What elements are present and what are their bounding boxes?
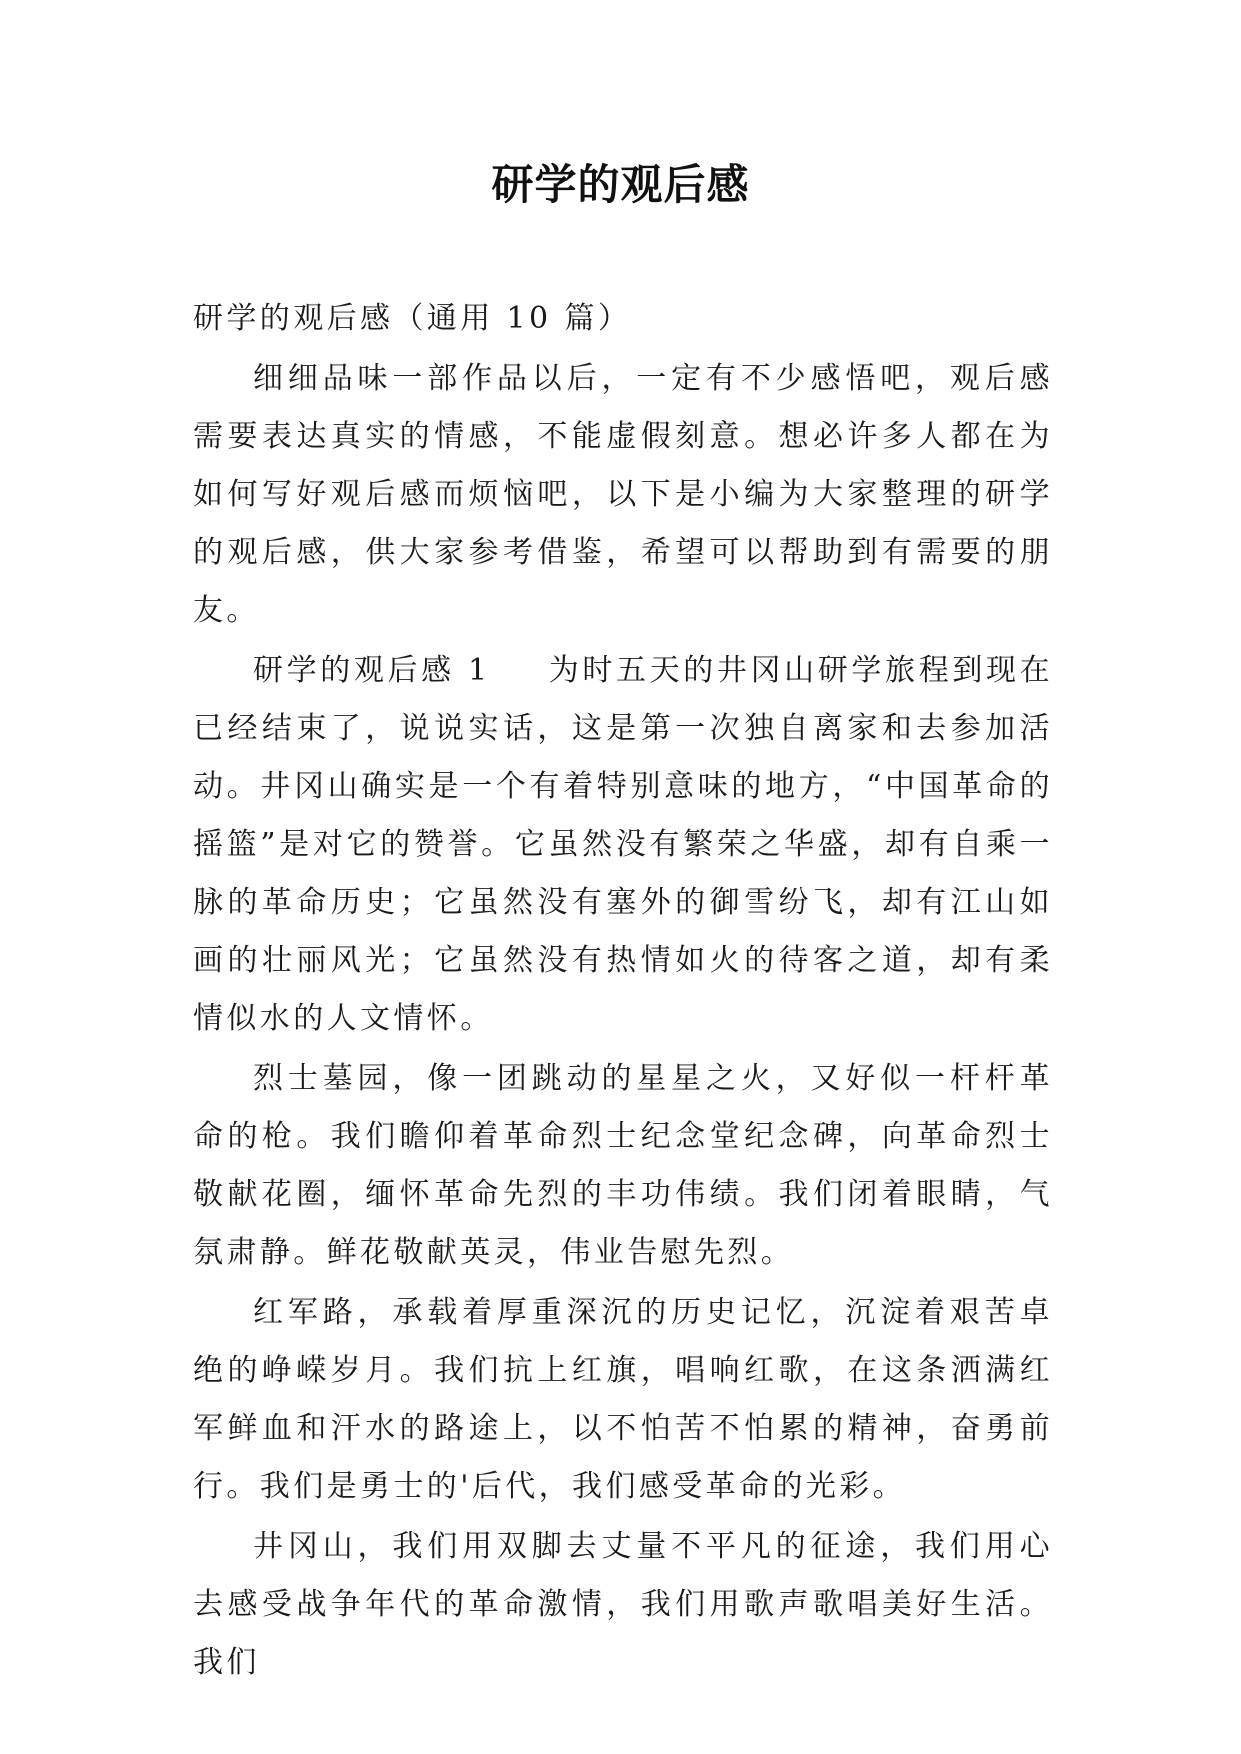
intro-paragraph: 细细品味一部作品以后，一定有不少感悟吧，观后感需要表达真实的情感，不能虚假刻意。想必许多人都在为如何写好观后感而烦恼吧，以下是小编为大家整理的研学的观后感，供大家参考借鉴，希望可以帮助到有需要的朋友。: [193, 361, 1053, 628]
paragraph-martyrs-cemetery: 烈士墓园，像一团跳动的星星之火，又好似一杆杆革命的枪。我们瞻仰着革命烈士纪念堂纪念碑，向革命烈士敬献花圈，缅怀革命先烈的丰功伟绩。我们闭着眼睛，气氛肃静。鲜花敬献英灵，伟业告慰先烈。: [193, 1061, 1053, 1270]
document-title: 研学的观后感: [491, 160, 750, 209]
section-1-paragraph: [193, 642, 1053, 1048]
paragraph-jinggangshan: 井冈山，我们用双脚去丈量不平凡的征途，我们用心去感受战争年代的革命激情，我们用歌声歌唱美好生活。我们: [193, 1529, 1053, 1680]
document-body: [193, 290, 1053, 1692]
section-1-label: 研学的观后感 1: [253, 653, 491, 688]
document-subtitle: 研学的观后感（通用 10 篇）: [193, 301, 632, 336]
section-1-text: 为时五天的井冈山研学旅程到现在已经结束了，说说实话，这是第一次独自离家和去参加活动。井冈山确实是一个有着特别意味的地方，“中国革命的摇篮”是对它的赞誉。它虽然没有繁荣之华盛，却有自乘一脉的革命历史；它虽然没有塞外的御雪纷飞，却有江山如画的壮丽风光；它虽然没有热情如火的待客之道，却有柔情似水的人文情怀。: [193, 653, 1053, 1036]
paragraph-red-army-road: 红军路，承载着厚重深沉的历史记忆，沉淀着艰苦卓绝的峥嵘岁月。我们抗上红旗，唱响红歌，在这条洒满红军鲜血和汗水的路途上，以不怕苦不怕累的精神，奋勇前行。我们是勇士的'后代，我们感受革命的光彩。: [193, 1295, 1053, 1504]
